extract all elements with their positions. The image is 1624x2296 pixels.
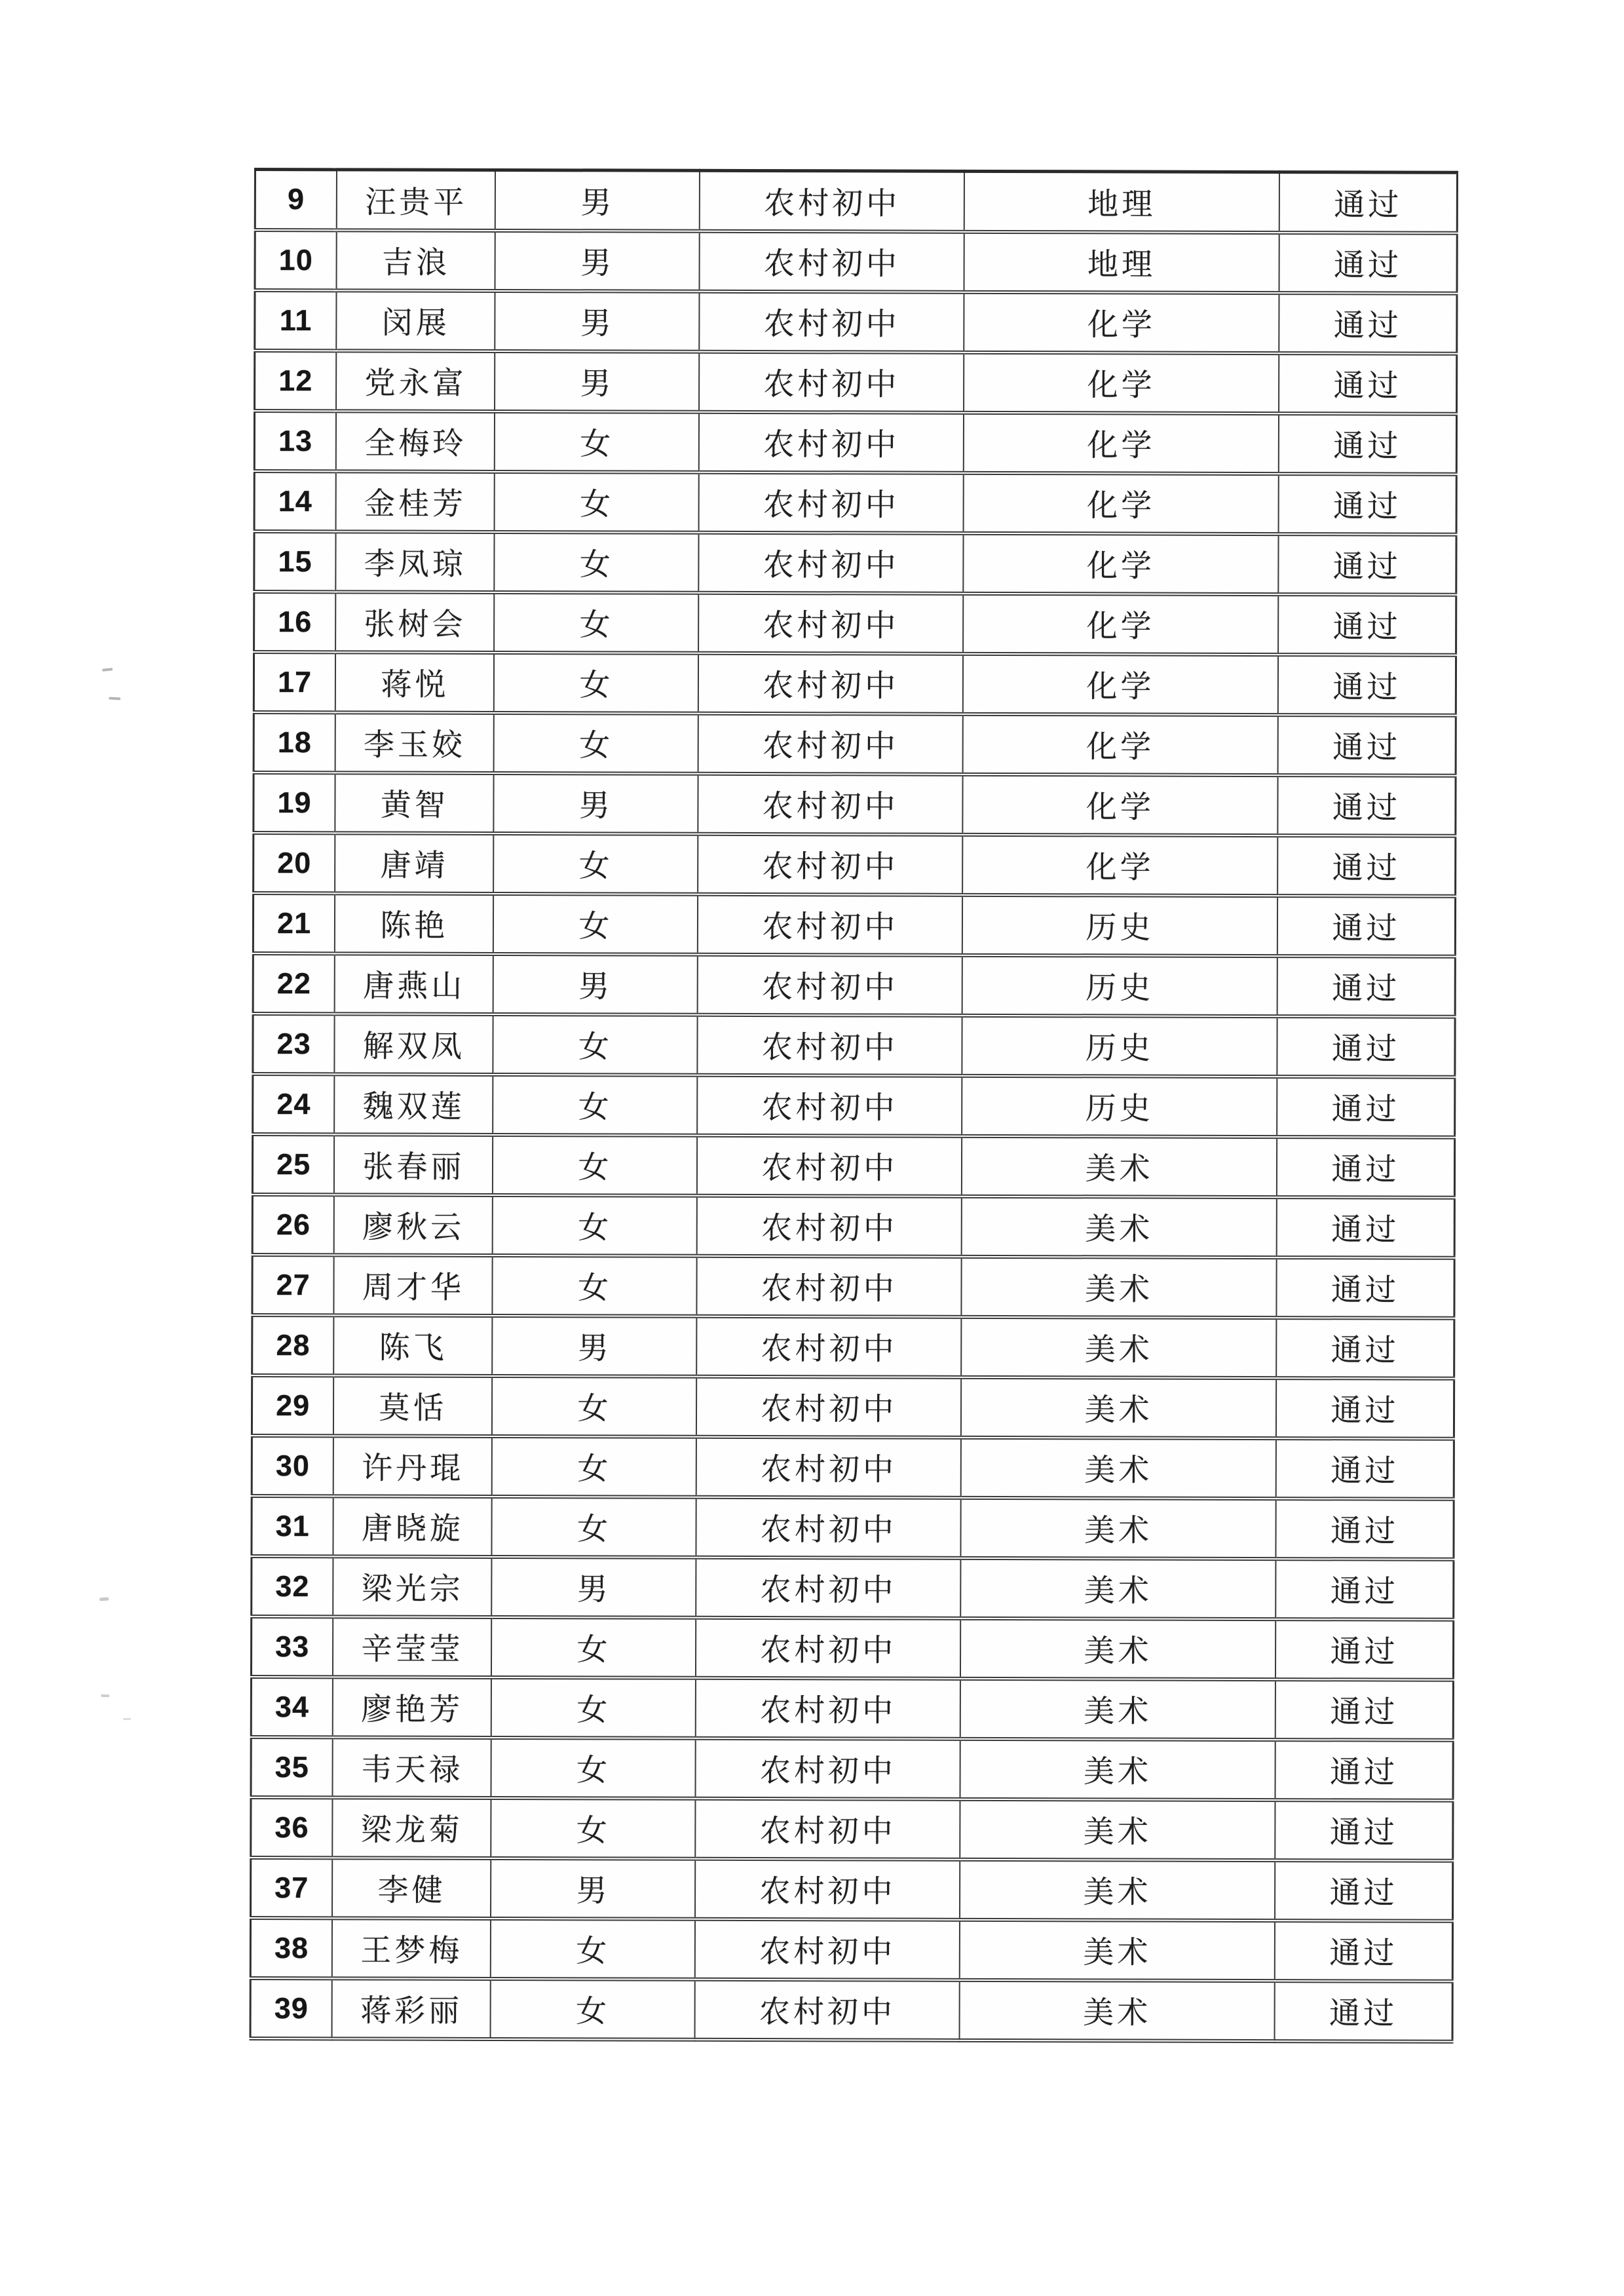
cell-row-number: 13 xyxy=(254,411,336,471)
table-row xyxy=(252,1254,1454,1318)
cell-gender: 女 xyxy=(491,1617,696,1677)
cell-row-number: 27 xyxy=(252,1254,334,1314)
scan-speck xyxy=(109,697,121,700)
cell-school-type: 农村初中 xyxy=(698,592,963,653)
cell-gender: 男 xyxy=(495,230,700,291)
table-row xyxy=(255,351,1457,414)
cell-subject: 化学 xyxy=(963,653,1278,714)
cell-row-number: 34 xyxy=(251,1676,333,1736)
cell-subject: 美术 xyxy=(960,1678,1275,1739)
cell-result: 通过 xyxy=(1278,474,1456,535)
table-row xyxy=(250,1978,1452,2041)
table-row xyxy=(255,170,1457,233)
cell-name: 蒋悦 xyxy=(335,652,494,713)
table-row xyxy=(251,1736,1453,1800)
cell-gender: 女 xyxy=(493,1134,697,1195)
cell-subject: 化学 xyxy=(963,533,1278,594)
cell-result: 通过 xyxy=(1275,1499,1454,1559)
cell-subject: 美术 xyxy=(960,1919,1275,1980)
table-row xyxy=(252,1556,1454,1619)
cell-subject: 历史 xyxy=(962,1015,1277,1076)
table-row xyxy=(252,1435,1454,1499)
cell-school-type: 农村初中 xyxy=(698,713,963,774)
cell-result: 通过 xyxy=(1279,413,1457,474)
cell-row-number: 22 xyxy=(253,953,335,1013)
scan-speck xyxy=(100,1598,109,1601)
cell-school-type: 农村初中 xyxy=(698,773,963,834)
cell-gender: 女 xyxy=(491,1677,696,1738)
cell-subject: 美术 xyxy=(962,1256,1277,1317)
cell-name: 李健 xyxy=(332,1858,491,1919)
cell-row-number: 28 xyxy=(252,1314,334,1375)
cell-row-number: 29 xyxy=(252,1375,333,1435)
cell-school-type: 农村初中 xyxy=(697,1316,962,1377)
table-row xyxy=(251,1797,1453,1860)
cell-school-type: 农村初中 xyxy=(695,1979,960,2040)
cell-school-type: 农村初中 xyxy=(695,1858,960,1919)
cell-gender: 女 xyxy=(493,893,698,954)
table-row xyxy=(255,290,1457,354)
table-row xyxy=(252,1134,1454,1197)
cell-name: 闵展 xyxy=(337,290,495,351)
cell-gender: 女 xyxy=(495,471,699,532)
cell-gender: 女 xyxy=(491,1978,695,2039)
cell-name: 辛莹莹 xyxy=(333,1617,491,1677)
cell-school-type: 农村初中 xyxy=(696,1497,961,1558)
cell-gender: 女 xyxy=(491,1737,696,1798)
cell-gender: 女 xyxy=(492,1436,696,1497)
cell-result: 通过 xyxy=(1277,1197,1455,1258)
cell-gender: 女 xyxy=(492,1375,696,1436)
cell-row-number: 14 xyxy=(254,471,336,531)
cell-row-number: 33 xyxy=(251,1616,333,1676)
cell-row-number: 26 xyxy=(252,1194,334,1254)
cell-row-number: 32 xyxy=(252,1556,333,1616)
cell-school-type: 农村初中 xyxy=(697,1195,962,1256)
cell-name: 蒋彩丽 xyxy=(332,1978,491,2039)
table-row xyxy=(254,773,1456,836)
cell-name: 陈艳 xyxy=(335,893,493,954)
cell-school-type: 农村初中 xyxy=(699,351,964,412)
cell-gender: 女 xyxy=(495,592,699,653)
cell-name: 解双凤 xyxy=(335,1014,493,1075)
cell-row-number: 39 xyxy=(250,1978,332,2038)
cell-school-type: 农村初中 xyxy=(697,1135,962,1196)
cell-result: 通过 xyxy=(1276,1318,1454,1379)
table-row xyxy=(253,1073,1455,1137)
cell-row-number: 17 xyxy=(254,652,335,712)
cell-subject: 化学 xyxy=(962,834,1277,895)
cell-name: 吉浪 xyxy=(337,230,495,291)
cell-gender: 女 xyxy=(495,531,699,592)
table-row xyxy=(254,411,1456,474)
cell-result: 通过 xyxy=(1279,233,1457,294)
cell-subject: 美术 xyxy=(960,1859,1275,1920)
cell-row-number: 10 xyxy=(255,230,337,290)
cell-result: 通过 xyxy=(1275,1800,1453,1861)
cell-row-number: 15 xyxy=(254,531,336,592)
scan-speck xyxy=(102,668,113,672)
cell-school-type: 农村初中 xyxy=(696,1677,960,1738)
cell-result: 通过 xyxy=(1274,1981,1452,2042)
cell-name: 莫恬 xyxy=(333,1375,492,1436)
cell-result: 通过 xyxy=(1279,293,1457,354)
table-row xyxy=(252,1194,1454,1257)
cell-row-number: 20 xyxy=(254,833,335,893)
cell-gender: 女 xyxy=(493,1255,697,1316)
table-row xyxy=(254,471,1456,535)
cell-name: 全梅玲 xyxy=(336,411,495,472)
table-row xyxy=(254,592,1456,655)
cell-row-number: 21 xyxy=(253,893,335,953)
cell-gender: 女 xyxy=(494,652,698,713)
cell-result: 通过 xyxy=(1277,1137,1455,1198)
cell-school-type: 农村初中 xyxy=(696,1617,960,1678)
cell-gender: 女 xyxy=(495,411,699,472)
cell-school-type: 农村初中 xyxy=(697,1255,962,1316)
cell-subject: 化学 xyxy=(964,412,1279,473)
cell-name: 梁光宗 xyxy=(333,1556,491,1617)
cell-name: 党永富 xyxy=(336,351,495,411)
cell-result: 通过 xyxy=(1275,1679,1454,1740)
cell-result: 通过 xyxy=(1275,1559,1454,1620)
cell-row-number: 31 xyxy=(252,1495,333,1556)
cell-school-type: 农村初中 xyxy=(699,472,964,533)
cell-name: 周才华 xyxy=(334,1255,493,1316)
cell-result: 通过 xyxy=(1276,1438,1454,1499)
cell-subject: 美术 xyxy=(962,1196,1277,1257)
table-row xyxy=(254,531,1456,595)
cell-school-type: 农村初中 xyxy=(698,1075,962,1136)
cell-result: 通过 xyxy=(1275,1740,1453,1801)
results-table-body xyxy=(250,170,1457,2042)
cell-name: 金桂芳 xyxy=(336,471,495,532)
cell-row-number: 24 xyxy=(253,1073,335,1134)
cell-row-number: 30 xyxy=(252,1435,333,1495)
cell-result: 通过 xyxy=(1278,655,1456,716)
cell-school-type: 农村初中 xyxy=(696,1436,961,1497)
cell-gender: 男 xyxy=(493,953,698,1014)
cell-school-type: 农村初中 xyxy=(699,532,964,593)
cell-school-type: 农村初中 xyxy=(700,231,964,292)
cell-result: 通过 xyxy=(1277,835,1456,896)
cell-row-number: 36 xyxy=(251,1797,333,1857)
table-row xyxy=(253,1013,1455,1077)
cell-subject: 化学 xyxy=(962,774,1277,835)
cell-subject: 历史 xyxy=(962,894,1277,955)
cell-subject: 化学 xyxy=(964,472,1279,533)
cell-subject: 美术 xyxy=(961,1497,1276,1558)
cell-result: 通过 xyxy=(1279,172,1458,233)
cell-gender: 女 xyxy=(494,833,698,894)
cell-school-type: 农村初中 xyxy=(698,894,962,955)
cell-subject: 美术 xyxy=(960,1980,1275,2040)
cell-row-number: 38 xyxy=(250,1917,332,1978)
cell-school-type: 农村初中 xyxy=(696,1738,960,1799)
cell-gender: 女 xyxy=(493,1014,698,1075)
cell-result: 通过 xyxy=(1279,353,1457,414)
cell-gender: 男 xyxy=(492,1556,696,1617)
cell-result: 通过 xyxy=(1275,1619,1454,1680)
table-row xyxy=(254,652,1456,716)
cell-subject: 化学 xyxy=(964,352,1279,413)
table-row xyxy=(252,1495,1454,1559)
cell-gender: 男 xyxy=(495,170,700,231)
cell-gender: 女 xyxy=(492,1496,696,1557)
cell-result: 通过 xyxy=(1276,1378,1454,1439)
cell-name: 汪贵平 xyxy=(337,170,495,231)
cell-gender: 男 xyxy=(493,1315,697,1376)
table-row xyxy=(250,1917,1452,1981)
cell-name: 唐晓旋 xyxy=(333,1496,492,1557)
cell-result: 通过 xyxy=(1277,896,1456,957)
cell-row-number: 9 xyxy=(255,170,337,230)
cell-subject: 化学 xyxy=(963,714,1278,775)
cell-row-number: 19 xyxy=(254,773,335,833)
cell-subject: 美术 xyxy=(960,1618,1275,1679)
table-row xyxy=(251,1857,1453,1921)
cell-subject: 地理 xyxy=(964,231,1279,292)
cell-gender: 男 xyxy=(495,290,700,351)
cell-school-type: 农村初中 xyxy=(695,1919,960,1980)
cell-gender: 女 xyxy=(493,1074,698,1135)
table-row xyxy=(254,712,1456,776)
table-row xyxy=(253,893,1455,957)
cell-subject: 美术 xyxy=(960,1558,1275,1618)
cell-row-number: 23 xyxy=(253,1013,335,1073)
table-row xyxy=(252,1375,1454,1438)
cell-school-type: 农村初中 xyxy=(698,1014,962,1075)
cell-name: 梁龙菊 xyxy=(333,1797,491,1858)
table-row xyxy=(251,1616,1453,1679)
cell-name: 张树会 xyxy=(335,592,494,653)
cell-gender: 男 xyxy=(491,1858,695,1919)
cell-gender: 男 xyxy=(495,351,700,411)
cell-subject: 美术 xyxy=(962,1136,1277,1196)
table-row xyxy=(252,1314,1454,1378)
cell-row-number: 25 xyxy=(252,1134,334,1194)
cell-row-number: 35 xyxy=(251,1736,333,1797)
cell-result: 通过 xyxy=(1277,956,1455,1017)
cell-row-number: 11 xyxy=(255,290,337,351)
cell-name: 王梦梅 xyxy=(332,1918,491,1979)
table-row xyxy=(251,1676,1453,1740)
cell-subject: 化学 xyxy=(963,593,1278,654)
cell-name: 廖艳芳 xyxy=(333,1677,491,1738)
table-row xyxy=(255,230,1457,294)
cell-subject: 地理 xyxy=(964,171,1279,232)
cell-subject: 美术 xyxy=(961,1377,1276,1438)
results-table xyxy=(250,168,1458,2043)
cell-subject: 美术 xyxy=(961,1316,1276,1377)
cell-result: 通过 xyxy=(1277,775,1456,836)
cell-name: 陈飞 xyxy=(333,1315,492,1376)
cell-school-type: 农村初中 xyxy=(696,1557,961,1618)
cell-school-type: 农村初中 xyxy=(699,411,964,472)
cell-name: 韦天禄 xyxy=(333,1737,491,1798)
cell-row-number: 12 xyxy=(255,351,337,411)
cell-gender: 女 xyxy=(491,1797,696,1858)
cell-subject: 美术 xyxy=(961,1437,1276,1498)
cell-gender: 女 xyxy=(491,1918,695,1979)
cell-result: 通过 xyxy=(1278,534,1456,595)
cell-name: 李玉姣 xyxy=(335,712,494,773)
cell-subject: 美术 xyxy=(960,1738,1275,1799)
cell-result: 通过 xyxy=(1275,1860,1453,1921)
cell-result: 通过 xyxy=(1275,1921,1453,1981)
cell-result: 通过 xyxy=(1278,594,1456,655)
cell-name: 唐燕山 xyxy=(335,953,493,1014)
cell-result: 通过 xyxy=(1277,715,1456,776)
cell-name: 唐靖 xyxy=(335,833,493,894)
cell-subject: 化学 xyxy=(964,292,1279,353)
cell-school-type: 农村初中 xyxy=(700,291,964,352)
cell-row-number: 18 xyxy=(254,712,335,773)
cell-result: 通过 xyxy=(1276,1257,1454,1318)
cell-school-type: 农村初中 xyxy=(698,954,962,1015)
cell-row-number: 16 xyxy=(254,592,336,652)
cell-gender: 女 xyxy=(494,712,698,773)
cell-name: 魏双莲 xyxy=(334,1074,493,1135)
cell-school-type: 农村初中 xyxy=(698,833,963,894)
cell-name: 张春丽 xyxy=(334,1134,493,1195)
cell-school-type: 农村初中 xyxy=(696,1376,961,1437)
cell-name: 黄智 xyxy=(335,773,494,833)
scan-speck xyxy=(123,1718,131,1720)
cell-gender: 男 xyxy=(494,773,698,833)
cell-subject: 历史 xyxy=(962,955,1277,1016)
cell-subject: 历史 xyxy=(962,1075,1277,1136)
table-row xyxy=(254,833,1456,896)
cell-subject: 美术 xyxy=(960,1799,1275,1860)
cell-result: 通过 xyxy=(1277,1016,1455,1077)
cell-row-number: 37 xyxy=(251,1857,333,1917)
cell-school-type: 农村初中 xyxy=(700,170,964,231)
cell-gender: 女 xyxy=(493,1195,697,1255)
scan-speck xyxy=(101,1694,109,1697)
cell-name: 李凤琼 xyxy=(336,531,495,592)
cell-school-type: 农村初中 xyxy=(698,653,963,714)
cell-name: 廖秋云 xyxy=(334,1195,493,1255)
table-row xyxy=(253,953,1455,1016)
cell-name: 许丹琨 xyxy=(333,1436,492,1497)
cell-school-type: 农村初中 xyxy=(696,1798,960,1859)
cell-result: 通过 xyxy=(1277,1077,1455,1138)
